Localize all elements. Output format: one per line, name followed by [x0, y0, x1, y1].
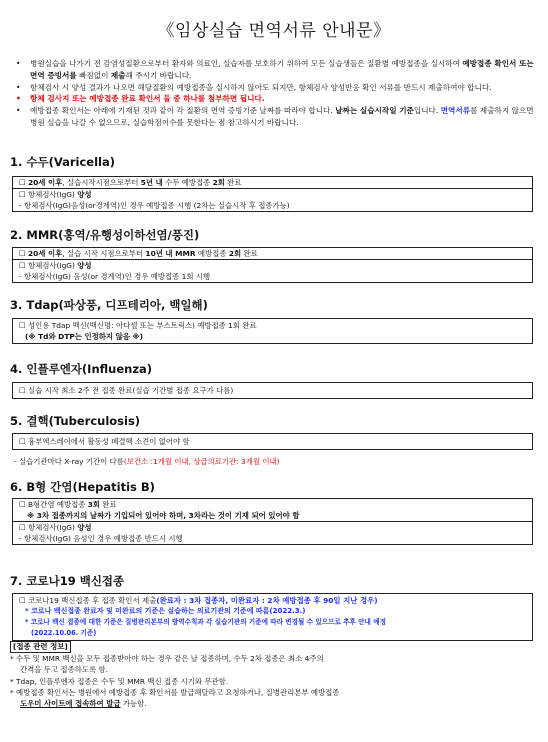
- mmr-row: [13, 248, 532, 259]
- intro-text: 입니다.: [413, 106, 441, 116]
- row-bold: 양성: [77, 190, 92, 199]
- row-bold: 2회: [228, 249, 242, 258]
- checkbox: ☐: [19, 249, 28, 258]
- intro-bold: 예방접종 확인서 또는 면역 증빙서를: [30, 59, 534, 80]
- row-text: , 실습 시작 시점으로부터: [62, 249, 146, 258]
- row-text: ☐ B형간염 예방접종: [19, 500, 88, 509]
- note-text: - 실습기관마다 X-ray 기간이 다름: [14, 457, 124, 466]
- section-heading-varicella: 1. 수두(Varicella): [10, 155, 116, 169]
- intro-text: 항체검사 시 양성 결과가 나오면 해당질환의 예방접종을 실시하지 않아도 되지만, 항체검사 양성반응 확인 서류를 반드시 제출하여야 합니다.: [30, 82, 492, 92]
- bullet: •: [16, 82, 21, 92]
- section-heading-tuberculosis: 5. 결핵(Tuberculosis): [10, 414, 141, 428]
- hepatitis-b-box: [12, 498, 533, 545]
- mmr-row: - 항체검사(IgG) 음성(or 경계역)인 경우 예방접종 1회 시행: [19, 272, 211, 281]
- covid19-box: [12, 593, 533, 641]
- row-text: ☐ 항체검사(IgG): [19, 190, 78, 199]
- intro-item-warning: [16, 93, 540, 105]
- intro-blue: 면역서류: [440, 106, 471, 116]
- row-text: 수두 예방접종: [162, 178, 213, 187]
- row-text: 완료: [100, 500, 117, 509]
- intro-bold: 제출: [110, 70, 126, 80]
- hepatitis-row: - 항체검사(IgG) 음성인 경우 예방접종 반드시 시행: [19, 534, 183, 543]
- info-line: * Tdap, 인플루엔자 접종은 수두 및 MMR 백신 접종 시기와 무관함.: [10, 676, 229, 686]
- info-line: 간격을 두고 접종하도록 함.: [20, 665, 108, 675]
- covid-note: * 코로나 백신 접종에 대한 기준은 질병관리본부의 방역수칙과 각 실습기관의 기준에 따라 변경될 수 있으므로 추후 안내 예정: [25, 618, 386, 626]
- row-text: 예방접종: [195, 249, 229, 258]
- intro-warning-text: 항체 검사지 또는 예방접종 완료 확인서 둘 중 하나를 첨부하면 됩니다.: [30, 94, 265, 104]
- row-blue: (완료자 : 3차 접종자, 미완료자 : 2차 예방접종 후 90일 지난 경우): [156, 596, 378, 605]
- tdap-note: (※ Td와 DTP는 인정하지 않음 ※): [25, 332, 144, 341]
- intro-bold: 날짜는 실습시작일 기준: [335, 106, 414, 116]
- checkbox: ☐: [19, 178, 28, 187]
- intro-item: [16, 105, 540, 129]
- hepatitis-note: ※ 3차 접종까지의 날짜가 기입되어 있어야 하며, 3차라는 것이 기재 되어 있어야 함: [27, 511, 300, 520]
- varicella-box: [12, 176, 533, 212]
- info-line: * 수두 및 MMR 백신을 모두 접종받아야 하는 경우 같은 날 접종하며, 수두 2차 접종은 최소 4주의: [10, 654, 324, 663]
- section-heading-hepatitis-b: 6. B형 간염(Hepatitis B): [10, 480, 155, 494]
- row-bold: 양성: [77, 261, 92, 270]
- vaccination-info: [10, 641, 538, 709]
- bullet: •: [16, 106, 21, 116]
- info-text: 가능함.: [120, 699, 147, 709]
- info-line: [10, 698, 538, 709]
- covid-note: * 코로나 백신접종 완료자 및 미완료의 기준은 실습하는 의료기관의 기준에 따름(2022.3.): [25, 607, 306, 615]
- tuberculosis-note: [14, 456, 280, 467]
- varicella-row: - 항체검사(IgG)음성(or경계역)인 경우 예방접종 시행 (2차는 실습시작 후 접종가능): [19, 201, 290, 210]
- row-bold: 2회: [212, 178, 225, 187]
- intro-text: 병원실습을 나가기 전 감염성질환으로부터 환자와 의료인, 실습자를 보호하기 위하여 모든 실습생들은 질환별 예방접종을 실시하여: [30, 59, 463, 68]
- row-bold: 20세 이후: [27, 178, 63, 187]
- covid-note: (2022.10.06. 기준): [31, 629, 97, 637]
- row-bold: 양성: [77, 523, 92, 532]
- intro-text: 해 주시기 바랍니다.: [125, 70, 192, 80]
- section-heading-influenza: 4. 인플루엔자(Influenza): [10, 362, 153, 376]
- row-bold: 5년 내: [140, 178, 163, 187]
- intro-item: [16, 58, 540, 82]
- varicella-row: [13, 188, 532, 200]
- tuberculosis-box: [12, 433, 533, 450]
- tdap-box: [12, 318, 533, 344]
- varicella-row: [13, 177, 532, 188]
- bullet: •: [16, 59, 21, 68]
- intro-text: 빠짐없이: [76, 70, 111, 80]
- row-bold: 20세 이후: [27, 249, 63, 258]
- section-heading-tdap: 3. Tdap(파상풍, 디프테리아, 백일해): [10, 298, 208, 312]
- row-bold: 3회: [87, 500, 101, 509]
- note-red-text: (보건소 :1개월 이내, 상급의료기관: 3개월 이내): [123, 457, 280, 466]
- info-emphasis: 도우미 사이트에 접속하여 발급: [20, 699, 121, 709]
- info-header: [접종 관련 정보]: [10, 641, 71, 653]
- tdap-row: ☐ 성인용 Tdap 백신(백신명: 아다셀 또는 부스트릭스) 예방접종 1회 완료: [19, 321, 257, 330]
- covid-row: [13, 595, 532, 606]
- mmr-box: [12, 247, 533, 283]
- document-title: 《임상실습 면역서류 안내문》: [157, 21, 391, 41]
- row-text: ☐ 코로나19 백신접종 후 접종 확인서 제출: [19, 596, 157, 605]
- hepatitis-row: [13, 499, 532, 510]
- intro-text: 예방접종 확인서는 아래에 기재된 것과 같이 각 질환의 면역 증빙기준 날짜를 따라야 합니다.: [30, 106, 336, 116]
- intro-item: [16, 82, 540, 94]
- row-text: 완료: [224, 178, 242, 187]
- bullet: •: [16, 94, 21, 104]
- influenza-row: ☐ 실습 시작 최소 2주 전 접종 완료(실습 기간별 접종 요구가 다름): [19, 386, 234, 395]
- row-text: , 실습시작시점으로부터: [62, 178, 141, 187]
- row-text: ☐ 항체검사(IgG): [19, 261, 78, 270]
- influenza-box: [12, 382, 533, 399]
- section-heading-covid19: 7. 코로나19 백신접종: [10, 574, 125, 588]
- row-text: 완료: [241, 249, 258, 258]
- section-heading-mmr: 2. MMR(홍역/유행성이하선염/풍진): [10, 228, 200, 242]
- row-bold: 10년 내 MMR: [145, 249, 196, 258]
- tuberculosis-row: ☐ 흉부엑스레이에서 활동성 폐결핵 소견이 없어야 함: [19, 437, 190, 446]
- mmr-row: [13, 259, 532, 271]
- hepatitis-row: [13, 521, 532, 533]
- row-text: ☐ 항체검사(IgG): [19, 523, 78, 532]
- intro-text: 를 제출하지 않으면 병원 실습을 나갈 수 없으므로, 실습학점이수를 못한다는 점 참고하시기 바랍니다.: [30, 106, 534, 127]
- intro-list: [16, 58, 540, 129]
- info-line: * 예방접종 확인서는 병원에서 예방접종 후 확인서를 발급해달라고 요청하거나, 질병관리본부 예방접종: [10, 687, 340, 697]
